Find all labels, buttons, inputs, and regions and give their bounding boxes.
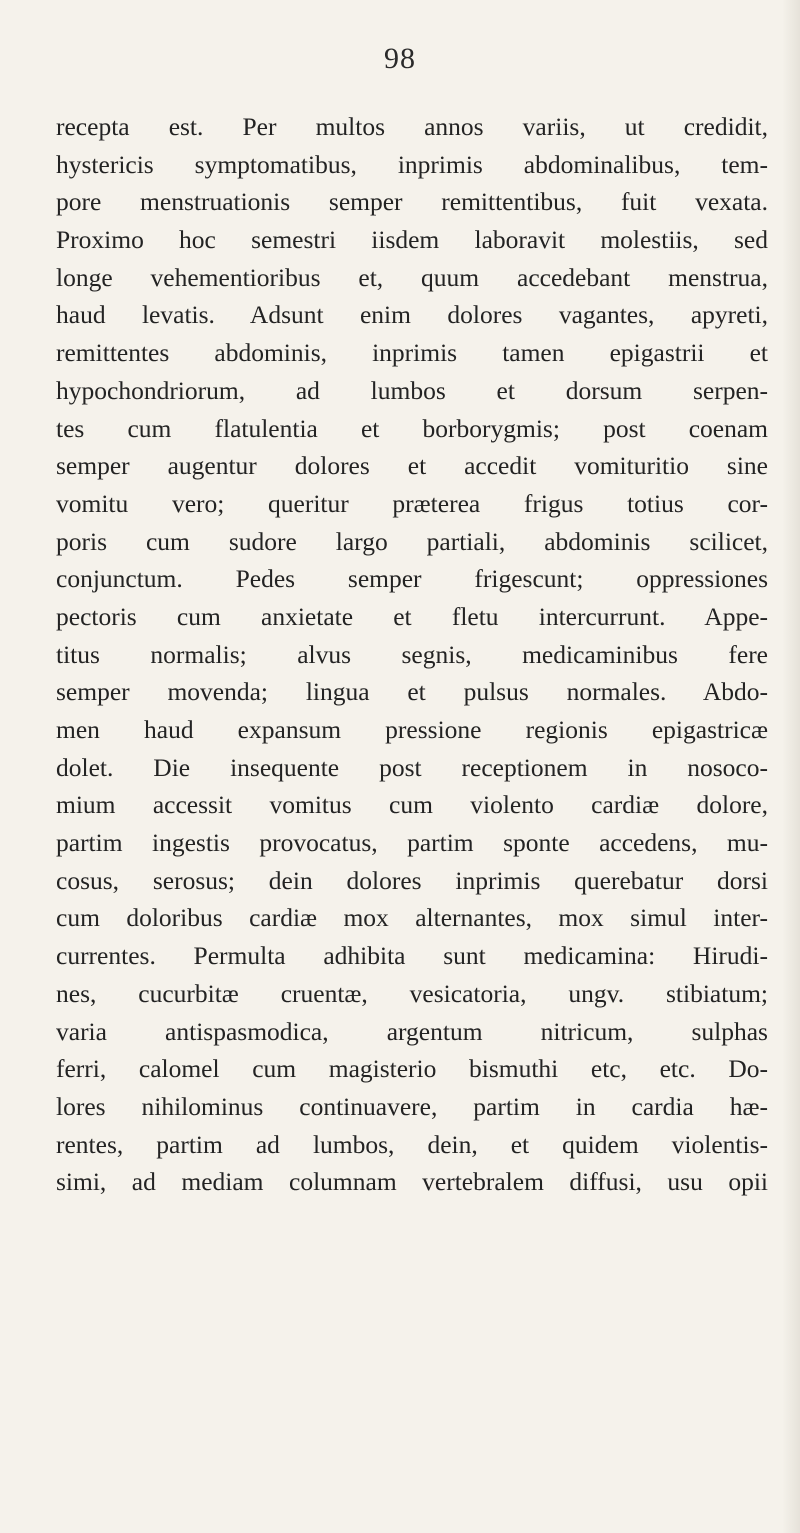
text-line: tes cum flatulentia et borborygmis; post coenam xyxy=(56,413,768,443)
text-line: vomitu vero; queritur præterea frigus totius cor- xyxy=(56,488,768,518)
text-line: Proximo hoc semestri iisdem laboravit molestiis, sed xyxy=(56,225,768,255)
text-line: cosus, serosus; dein dolores inprimis querebatur dorsi xyxy=(56,865,768,895)
text-line: rentes, partim ad lumbos, dein, et quidem violentis- xyxy=(56,1129,768,1159)
page-edge-shadow xyxy=(782,0,800,1533)
text-line: pectoris cum anxietate et fletu intercurrunt. Appe- xyxy=(56,601,768,631)
text-line: haud levatis. Adsunt enim dolores vagantes, apyreti, xyxy=(56,300,768,330)
text-line: cum doloribus cardiæ mox alternantes, mox simul inter- xyxy=(56,903,768,933)
text-line: conjunctum. Pedes semper frigescunt; oppressiones xyxy=(56,564,768,594)
text-line: recepta est. Per multos annos variis, ut credidit, xyxy=(56,112,768,141)
text-line: semper augentur dolores et accedit vomituritio sine xyxy=(56,451,768,481)
text-line: simi, ad mediam columnam vertebralem diffusi, usu opii xyxy=(56,1167,768,1197)
text-line: hystericis symptomatibus, inprimis abdominalibus, tem- xyxy=(56,149,768,179)
page-number: 98 xyxy=(384,42,416,75)
text-line: semper movenda; lingua et pulsus normales. Abdo- xyxy=(56,677,768,707)
text-line: pore menstruationis semper remittentibus, fuit vexata. xyxy=(56,187,768,217)
text-line: varia antispasmodica, argentum nitricum, sulphas xyxy=(56,1016,768,1046)
text-line: nes, cucurbitæ cruentæ, vesicatoria, ungv. stibiatum; xyxy=(56,978,768,1008)
text-line: dolet. Die insequente post receptionem in nosoco- xyxy=(56,752,768,782)
text-line: mium accessit vomitus cum violento cardiæ dolore, xyxy=(56,790,768,820)
text-line: lores nihilominus continuavere, partim in cardia hæ- xyxy=(56,1091,768,1121)
text-line: currentes. Permulta adhibita sunt medicamina: Hirudi- xyxy=(56,941,768,971)
text-line: longe vehementioribus et, quum accedebant menstrua, xyxy=(56,262,768,292)
text-line: ferri, calomel cum magisterio bismuthi etc, etc. Do- xyxy=(56,1054,768,1084)
text-line: titus normalis; alvus segnis, medicaminibus fere xyxy=(56,639,768,669)
body-text xyxy=(56,108,768,1201)
text-line: hypochondriorum, ad lumbos et dorsum serpen- xyxy=(56,375,768,405)
text-line: men haud expansum pressione regionis epigastricæ xyxy=(56,715,768,744)
text-line: poris cum sudore largo partiali, abdominis scilicet, xyxy=(56,526,768,556)
text-line: partim ingestis provocatus, partim sponte accedens, mu- xyxy=(56,828,768,858)
text-line: remittentes abdominis, inprimis tamen epigastrii et xyxy=(56,338,768,368)
